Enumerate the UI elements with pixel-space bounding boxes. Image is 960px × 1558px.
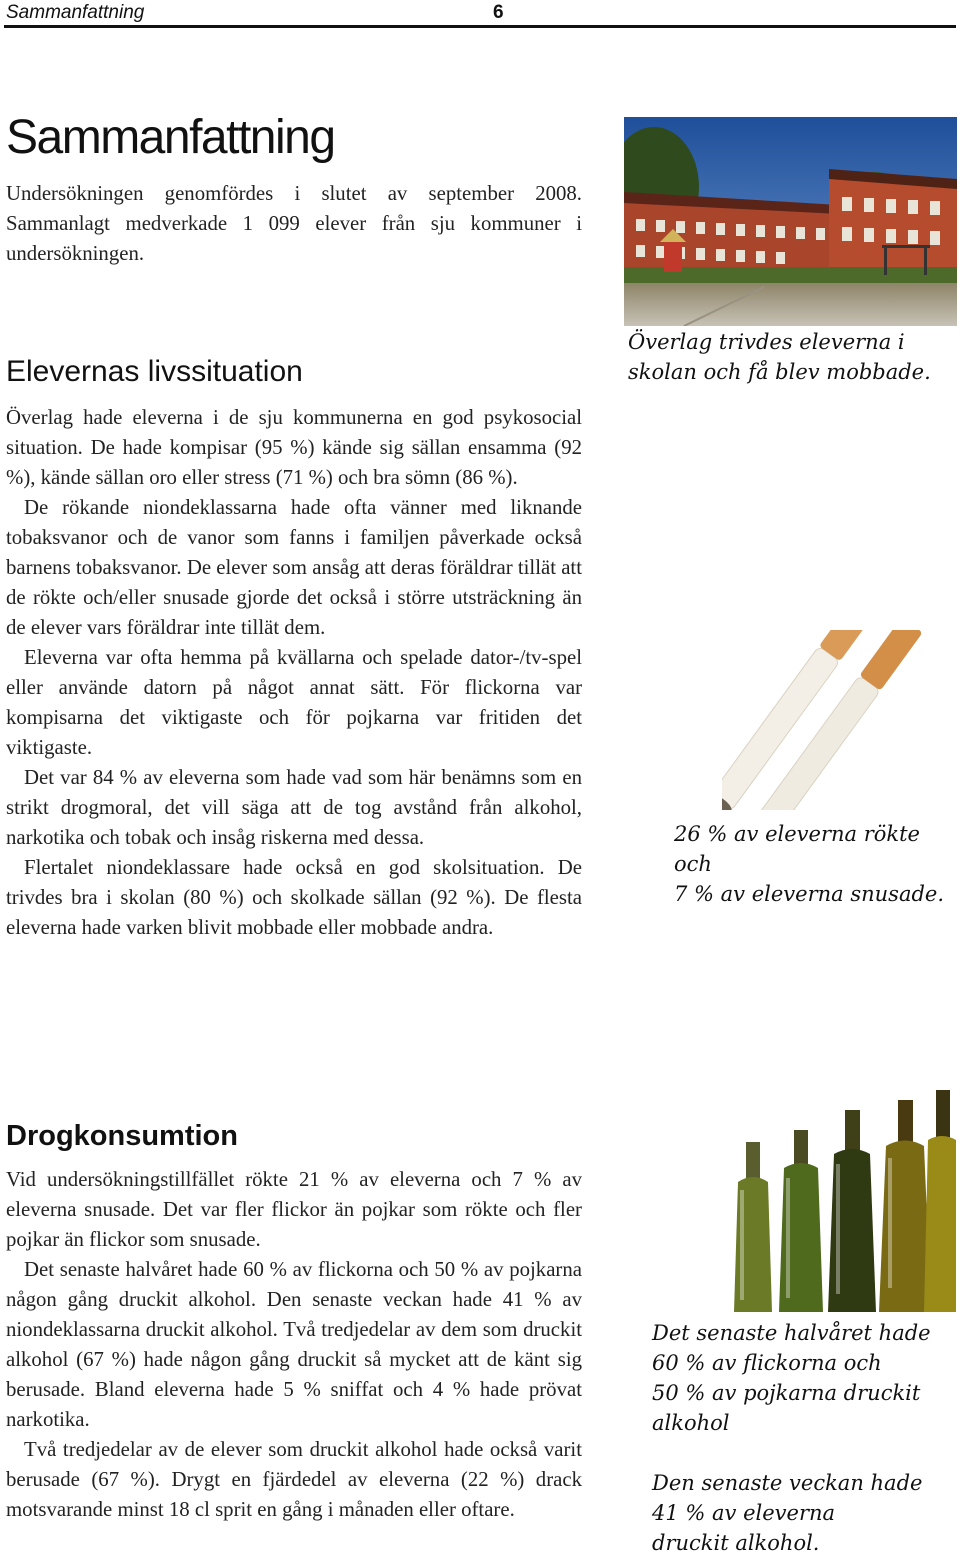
livssituation-paragraph: De rökande niondeklassarna hade ofta vänner med liknande tobaksvanor och de vanor som fanns i familjen påverkade också barnens tobaksvanor. De elever som ansåg att deras föräldrar tillät att de rökte och/eller snusade gjorde det också i större utsträckning än de elever vars föräldrar inte tillät dem.	[6, 496, 582, 639]
livssituation-paragraph: Flertalet niondeklassare hade också en god skolsituation. De trivdes bra i skolan (80 %) och skolkade sällan (92 %). De flesta eleverna hade varken blivit mobbade eller mobbade andra.	[6, 856, 582, 939]
smoking-caption: 26 % av eleverna rökte och 7 % av eleverna snusade.	[674, 822, 945, 906]
header-rule	[4, 25, 956, 28]
page-title: Sammanfattning	[6, 111, 335, 164]
school-building-illustration	[624, 117, 957, 326]
drogkonsumtion-body	[6, 1165, 582, 1525]
page-number: 6	[493, 2, 504, 23]
school-building-photo	[624, 117, 957, 326]
livssituation-paragraph: Eleverna var ofta hemma på kvällarna och spelade dator-/tv-spel eller använde datorn på något annat sätt. För flickorna var kompisarna det viktigaste och för pojkarna var fritiden det viktigaste.	[6, 646, 582, 759]
alcohol-caption-vecka: Den senaste veckan hade 41 % av eleverna druckit alkohol.	[652, 1471, 923, 1555]
school-caption: Överlag trivdes eleverna i skolan och få blev mobbade.	[628, 330, 931, 384]
livssituation-body	[6, 403, 582, 943]
drogkonsumtion-paragraph: Det senaste halvåret hade 60 % av flickorna och 50 % av pojkarna någon gång druckit alkohol. Den senaste veckan hade 41 % av niondeklassarna druckit alkohol. Två tredjedelar av dem som druckit alkohol (67 %) hade någon gång druckit så mycket att de känt sig berusade. Bland eleverna hade 5 % sniffat och 4 % hade prövat narkotika.	[6, 1258, 582, 1431]
wine-bottles-illustration	[728, 1090, 956, 1312]
livssituation-paragraph: Överlag hade eleverna i de sju kommunerna en god psykosocial situation. De hade kompisar (95 %) kände sig sällan ensamma (92 %), kände sällan oro eller stress (71 %) och bra sömn (86 %).	[6, 406, 582, 489]
cigarettes-illustration	[722, 630, 932, 810]
drogkonsumtion-paragraph: Vid undersökningstillfället rökte 21 % av eleverna och 7 % av eleverna snusade. Det var fler flickor än pojkar som rökte och fler pojkar än flickor som snusade.	[6, 1168, 582, 1251]
alcohol-caption-halvar: Det senaste halvåret hade 60 % av flickorna och 50 % av pojkarna druckit alkohol	[652, 1321, 931, 1435]
running-header	[6, 2, 954, 24]
livssituation-paragraph: Det var 84 % av eleverna som hade vad som här benämns som en strikt drogmoral, det vill säga att de tog avstånd från alkohol, narkotika och tobak och insåg riskerna med dessa.	[6, 766, 582, 849]
running-header-section: Sammanfattning	[6, 2, 145, 23]
section-heading-livssituation: Elevernas livssituation	[6, 355, 303, 388]
cigarettes-photo	[722, 630, 932, 810]
intro-paragraph	[6, 179, 582, 269]
section-heading-drogkonsumtion: Drogkonsumtion	[6, 1120, 238, 1152]
intro-text: Undersökningen genomfördes i slutet av september 2008. Sammanlagt medverkade 1 099 elever från sju kommuner i undersökningen.	[6, 182, 582, 265]
wine-bottles-photo	[728, 1090, 956, 1312]
drogkonsumtion-paragraph: Två tredjedelar av de elever som druckit alkohol hade också varit berusade (67 %). Drygt en fjärdedel av eleverna (22 %) drack motsvarande minst 18 cl sprit en gång i månaden eller oftare.	[6, 1438, 582, 1521]
